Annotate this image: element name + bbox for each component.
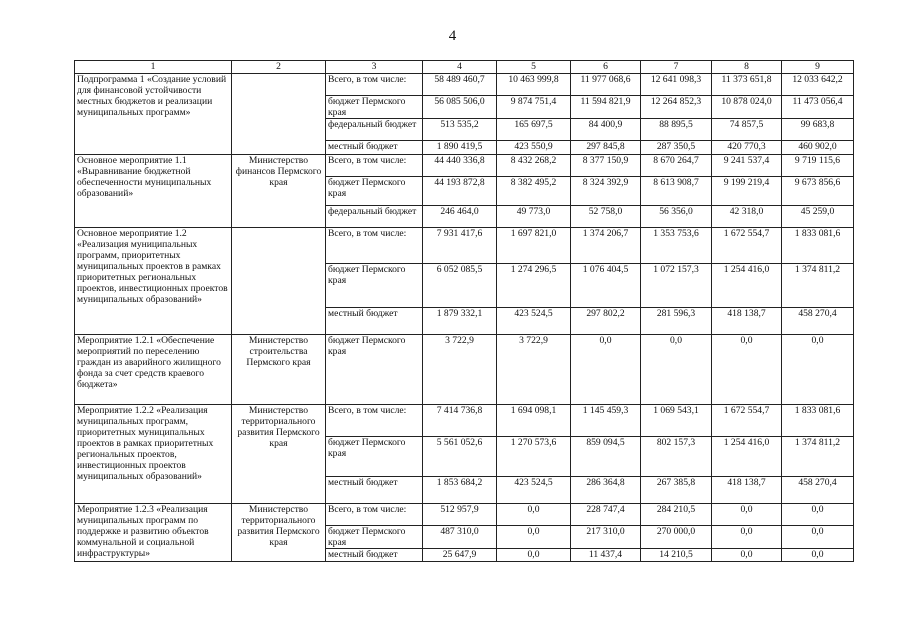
funding-source-cell: бюджет Пермского края: [326, 437, 423, 477]
amount-cell: 0,0: [782, 335, 854, 405]
program-name-cell: Основное мероприятие 1.2 «Реализация муниципальных программ, приоритетных муниципальных проектов в рамках приоритетных региональных проектов, инвестиционных проектов муниципальных образований»: [75, 228, 232, 335]
amount-cell: 12 641 098,3: [641, 74, 712, 96]
funding-source-cell: местный бюджет: [326, 308, 423, 335]
amount-cell: 297 802,2: [571, 308, 641, 335]
amount-cell: 9 199 219,4: [712, 177, 782, 206]
amount-cell: 49 773,0: [497, 206, 571, 228]
funding-source-cell: Всего, в том числе:: [326, 504, 423, 526]
amount-cell: 0,0: [782, 526, 854, 549]
amount-cell: 8 432 268,2: [497, 155, 571, 177]
amount-cell: 512 957,9: [423, 504, 497, 526]
column-header: 5: [497, 61, 571, 74]
amount-cell: 7 414 736,8: [423, 405, 497, 437]
funding-source-cell: местный бюджет: [326, 141, 423, 155]
amount-cell: 297 845,8: [571, 141, 641, 155]
executor-cell: Министерство строительства Пермского края: [232, 335, 326, 405]
column-header-row: [75, 61, 854, 74]
amount-cell: 281 596,3: [641, 308, 712, 335]
executor-cell: [232, 228, 326, 335]
amount-cell: 287 350,5: [641, 141, 712, 155]
amount-cell: 8 382 495,2: [497, 177, 571, 206]
column-header: 1: [75, 61, 232, 74]
amount-cell: 14 210,5: [641, 549, 712, 562]
amount-cell: 1 374 811,2: [782, 264, 854, 308]
table-row: [75, 74, 854, 96]
amount-cell: 58 489 460,7: [423, 74, 497, 96]
amount-cell: 270 000,0: [641, 526, 712, 549]
amount-cell: 8 670 264,7: [641, 155, 712, 177]
funding-source-cell: Всего, в том числе:: [326, 405, 423, 437]
funding-source-cell: местный бюджет: [326, 549, 423, 562]
page-number: 4: [448, 28, 457, 44]
amount-cell: 513 535,2: [423, 119, 497, 141]
amount-cell: 88 895,5: [641, 119, 712, 141]
amount-cell: 44 193 872,8: [423, 177, 497, 206]
funding-source-cell: бюджет Пермского края: [326, 264, 423, 308]
funding-source-cell: бюджет Пермского края: [326, 335, 423, 405]
amount-cell: 99 683,8: [782, 119, 854, 141]
amount-cell: 11 977 068,6: [571, 74, 641, 96]
funding-source-cell: Всего, в том числе:: [326, 74, 423, 96]
amount-cell: 1 853 684,2: [423, 477, 497, 504]
amount-cell: 9 241 537,4: [712, 155, 782, 177]
amount-cell: 0,0: [712, 504, 782, 526]
amount-cell: 52 758,0: [571, 206, 641, 228]
amount-cell: 3 722,9: [423, 335, 497, 405]
amount-cell: 423 550,9: [497, 141, 571, 155]
table-row: [75, 335, 854, 405]
amount-cell: 1 353 753,6: [641, 228, 712, 264]
amount-cell: 267 385,8: [641, 477, 712, 504]
table-body: [75, 74, 854, 562]
amount-cell: 5 561 052,6: [423, 437, 497, 477]
amount-cell: 11 473 056,4: [782, 96, 854, 119]
amount-cell: 1 274 296,5: [497, 264, 571, 308]
amount-cell: 0,0: [712, 335, 782, 405]
amount-cell: 0,0: [712, 526, 782, 549]
column-header: 6: [571, 61, 641, 74]
amount-cell: 84 400,9: [571, 119, 641, 141]
amount-cell: 74 857,5: [712, 119, 782, 141]
amount-cell: 0,0: [712, 549, 782, 562]
amount-cell: 418 138,7: [712, 477, 782, 504]
funding-source-cell: федеральный бюджет: [326, 206, 423, 228]
amount-cell: 0,0: [497, 504, 571, 526]
amount-cell: 286 364,8: [571, 477, 641, 504]
amount-cell: 11 437,4: [571, 549, 641, 562]
column-header: 3: [326, 61, 423, 74]
program-name-cell: Основное мероприятие 1.1 «Выравнивание бюджетной обеспеченности муниципальных образований»: [75, 155, 232, 228]
amount-cell: 0,0: [782, 504, 854, 526]
amount-cell: 1 072 157,3: [641, 264, 712, 308]
amount-cell: 8 613 908,7: [641, 177, 712, 206]
amount-cell: 460 902,0: [782, 141, 854, 155]
program-name-cell: Мероприятие 1.2.1 «Обеспечение мероприятий по переселению граждан из аварийного жилищного фонда за счет средств краевого бюджета»: [75, 335, 232, 405]
table-row: [75, 155, 854, 177]
executor-cell: Министерство финансов Пермского края: [232, 155, 326, 228]
amount-cell: 45 259,0: [782, 206, 854, 228]
amount-cell: 423 524,5: [497, 308, 571, 335]
amount-cell: 56 356,0: [641, 206, 712, 228]
amount-cell: 246 464,0: [423, 206, 497, 228]
amount-cell: 1 374 206,7: [571, 228, 641, 264]
amount-cell: 1 833 081,6: [782, 405, 854, 437]
amount-cell: 284 210,5: [641, 504, 712, 526]
table-row: [75, 405, 854, 437]
amount-cell: 1 672 554,7: [712, 228, 782, 264]
column-header: 9: [782, 61, 854, 74]
amount-cell: 12 033 642,2: [782, 74, 854, 96]
executor-cell: Министерство территориального развития Пермского края: [232, 405, 326, 504]
column-header: 8: [712, 61, 782, 74]
amount-cell: 423 524,5: [497, 477, 571, 504]
amount-cell: 1 069 543,1: [641, 405, 712, 437]
executor-cell: Министерство территориального развития Пермского края: [232, 504, 326, 562]
amount-cell: 1 833 081,6: [782, 228, 854, 264]
budget-table: [74, 60, 854, 562]
amount-cell: 1 672 554,7: [712, 405, 782, 437]
amount-cell: 228 747,4: [571, 504, 641, 526]
amount-cell: 10 463 999,8: [497, 74, 571, 96]
table-row: [75, 504, 854, 526]
funding-source-cell: местный бюджет: [326, 477, 423, 504]
amount-cell: 0,0: [641, 335, 712, 405]
amount-cell: 859 094,5: [571, 437, 641, 477]
amount-cell: 1 145 459,3: [571, 405, 641, 437]
amount-cell: 165 697,5: [497, 119, 571, 141]
amount-cell: 802 157,3: [641, 437, 712, 477]
amount-cell: 1 254 416,0: [712, 437, 782, 477]
amount-cell: 10 878 024,0: [712, 96, 782, 119]
amount-cell: 11 373 651,8: [712, 74, 782, 96]
program-name-cell: Подпрограмма 1 «Создание условий для финансовой устойчивости местных бюджетов и реализации муниципальных программ»: [75, 74, 232, 155]
amount-cell: 8 377 150,9: [571, 155, 641, 177]
column-header: 2: [232, 61, 326, 74]
amount-cell: 458 270,4: [782, 308, 854, 335]
column-header: 4: [423, 61, 497, 74]
amount-cell: 1 697 821,0: [497, 228, 571, 264]
amount-cell: 487 310,0: [423, 526, 497, 549]
amount-cell: 1 254 416,0: [712, 264, 782, 308]
program-name-cell: Мероприятие 1.2.3 «Реализация муниципальных программ по поддержке и развитию объектов коммунальной и социальной инфраструктуры»: [75, 504, 232, 562]
amount-cell: 3 722,9: [497, 335, 571, 405]
amount-cell: 9 673 856,6: [782, 177, 854, 206]
amount-cell: 1 890 419,5: [423, 141, 497, 155]
amount-cell: 9 719 115,6: [782, 155, 854, 177]
funding-source-cell: бюджет Пермского края: [326, 177, 423, 206]
amount-cell: 9 874 751,4: [497, 96, 571, 119]
column-header: 7: [641, 61, 712, 74]
amount-cell: 1 374 811,2: [782, 437, 854, 477]
amount-cell: 1 694 098,1: [497, 405, 571, 437]
amount-cell: 0,0: [571, 335, 641, 405]
amount-cell: 7 931 417,6: [423, 228, 497, 264]
amount-cell: 44 440 336,8: [423, 155, 497, 177]
amount-cell: 217 310,0: [571, 526, 641, 549]
amount-cell: 0,0: [497, 526, 571, 549]
amount-cell: 420 770,3: [712, 141, 782, 155]
amount-cell: 458 270,4: [782, 477, 854, 504]
amount-cell: 56 085 506,0: [423, 96, 497, 119]
funding-source-cell: Всего, в том числе:: [326, 228, 423, 264]
table-row: [75, 228, 854, 264]
amount-cell: 0,0: [782, 549, 854, 562]
funding-source-cell: Всего, в том числе:: [326, 155, 423, 177]
funding-source-cell: федеральный бюджет: [326, 119, 423, 141]
funding-source-cell: бюджет Пермского края: [326, 96, 423, 119]
funding-source-cell: бюджет Пермского края: [326, 526, 423, 549]
amount-cell: 418 138,7: [712, 308, 782, 335]
program-name-cell: Мероприятие 1.2.2 «Реализация муниципальных программ, приоритетных муниципальных проектов в рамках приоритетных региональных проектов, инвестиционных проектов муниципальных образований»: [75, 405, 232, 504]
amount-cell: 42 318,0: [712, 206, 782, 228]
amount-cell: 1 270 573,6: [497, 437, 571, 477]
amount-cell: 8 324 392,9: [571, 177, 641, 206]
amount-cell: 11 594 821,9: [571, 96, 641, 119]
amount-cell: 25 647,9: [423, 549, 497, 562]
amount-cell: 1 076 404,5: [571, 264, 641, 308]
amount-cell: 6 052 085,5: [423, 264, 497, 308]
amount-cell: 0,0: [497, 549, 571, 562]
amount-cell: 12 264 852,3: [641, 96, 712, 119]
executor-cell: [232, 74, 326, 155]
amount-cell: 1 879 332,1: [423, 308, 497, 335]
